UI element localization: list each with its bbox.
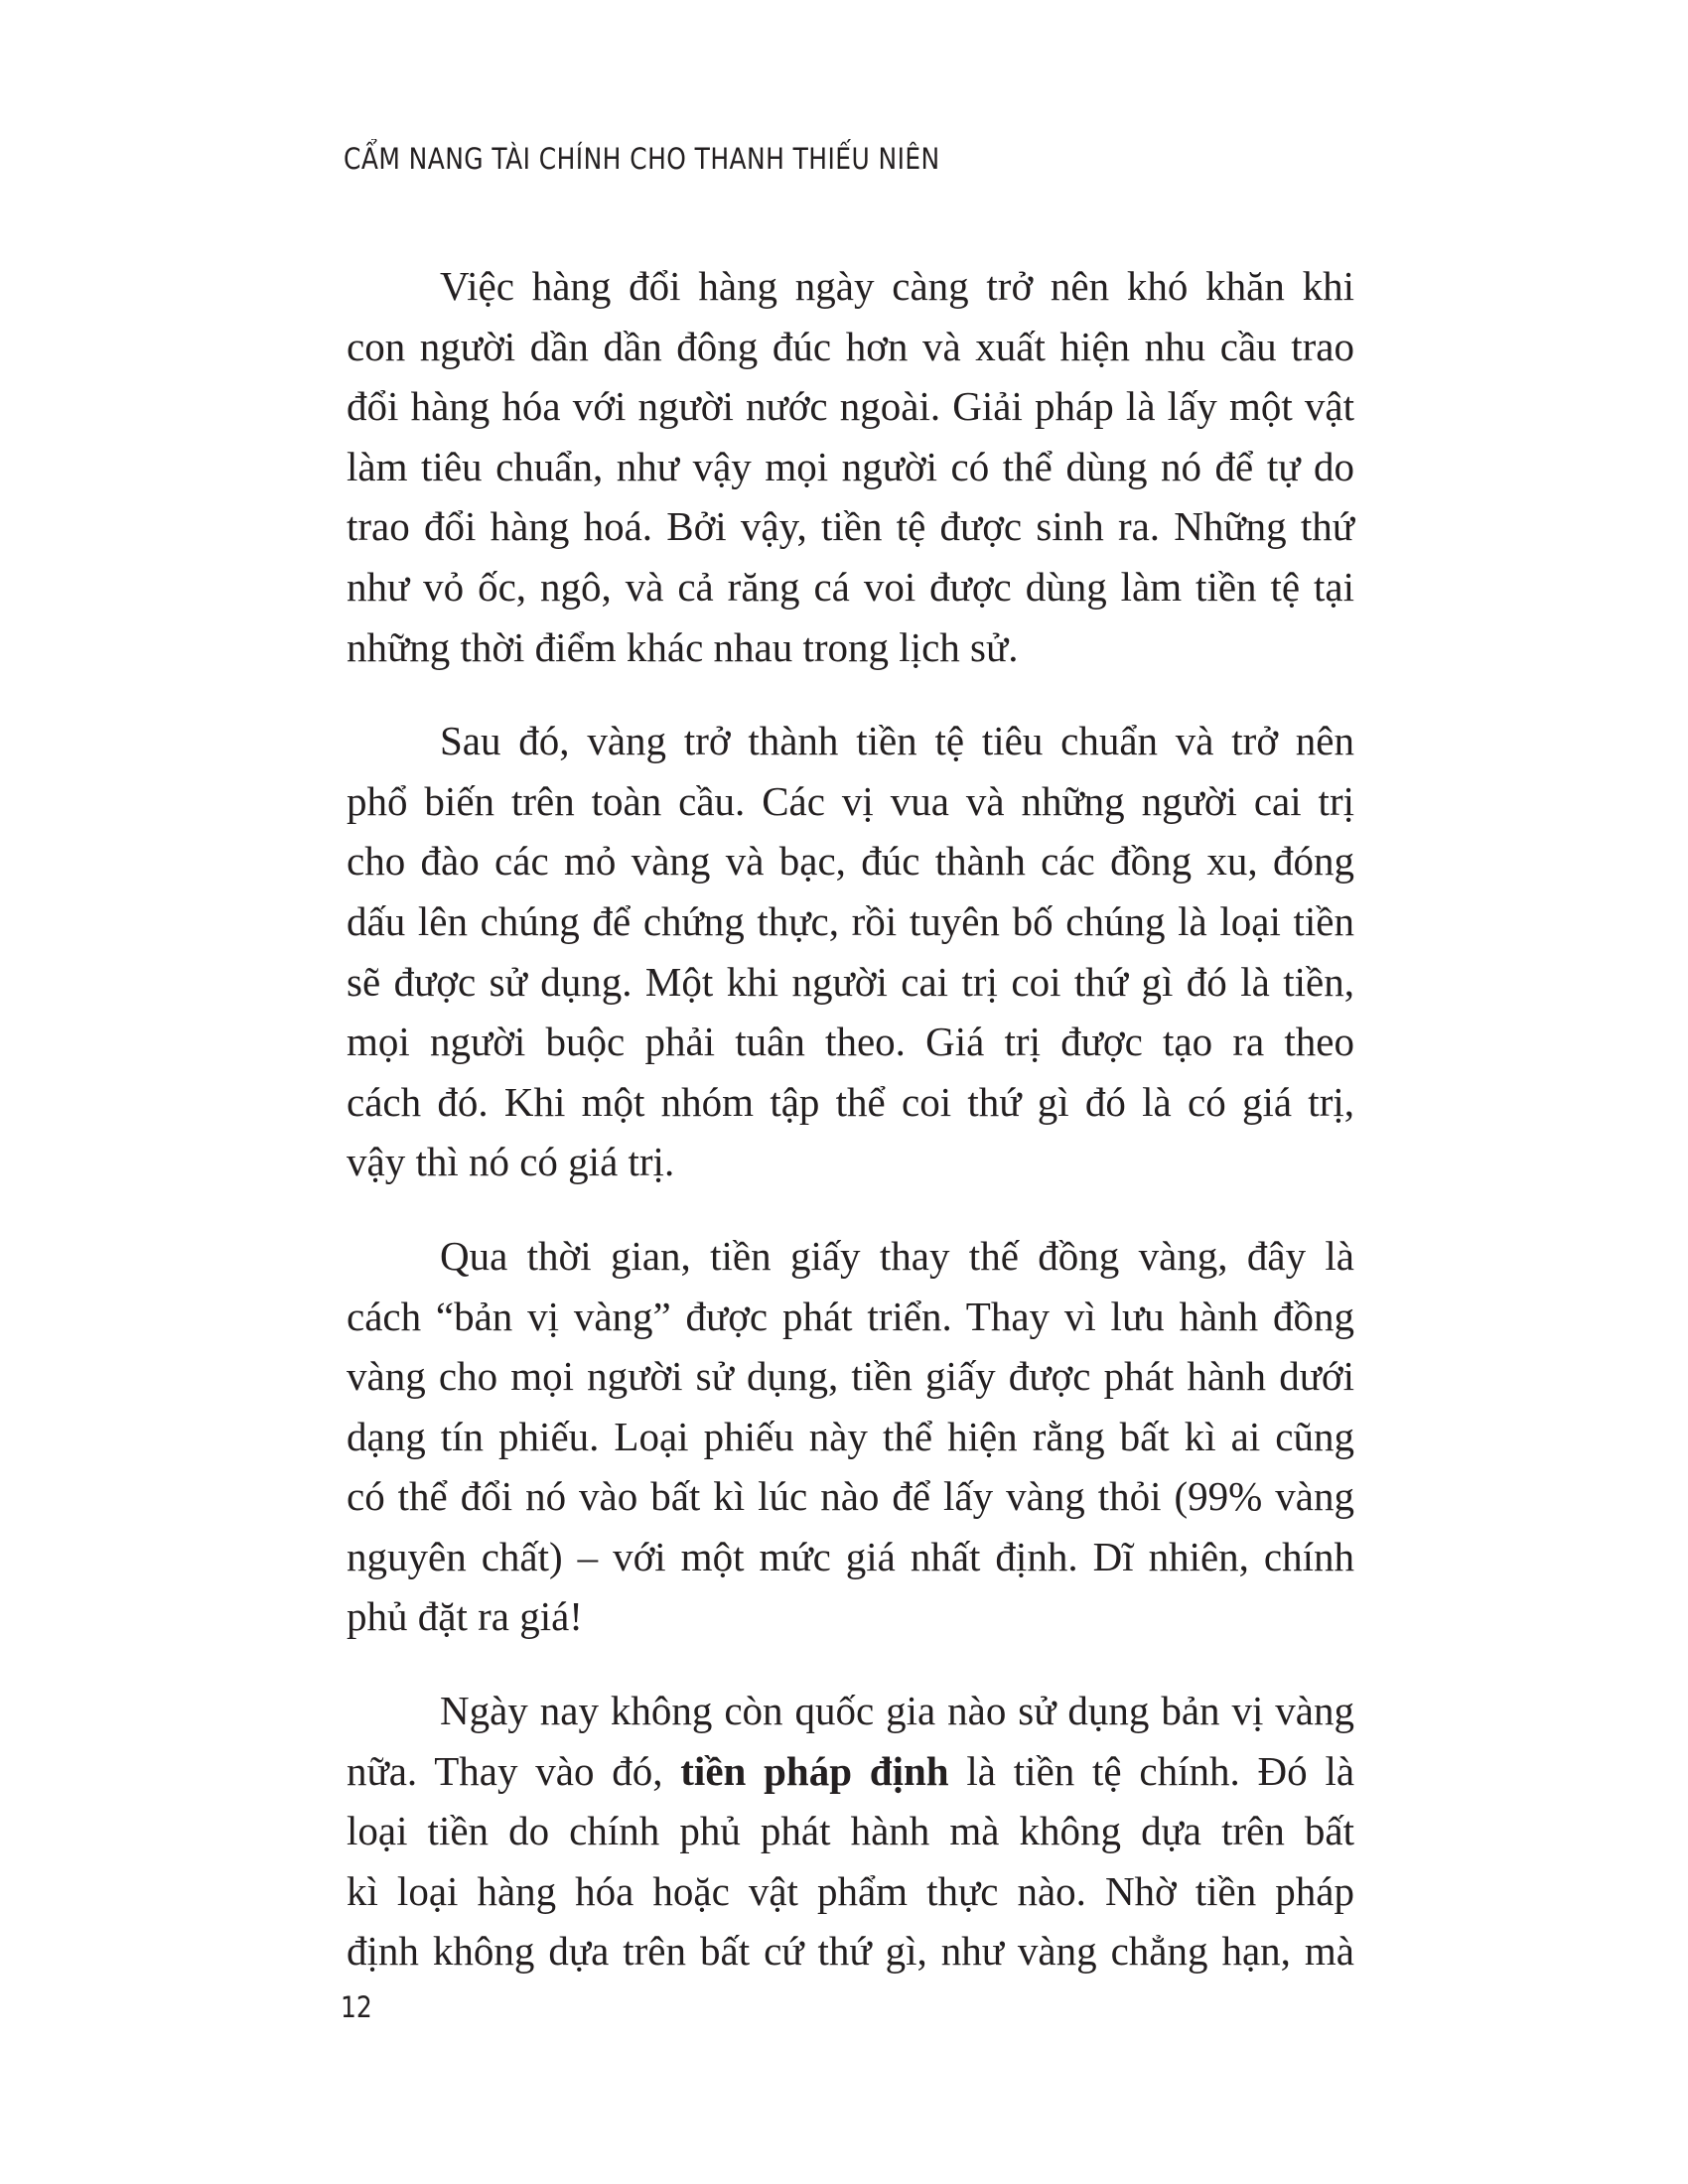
paragraph-2 [347,711,1354,1192]
text-line: những thời điểm khác nhau trong lịch sử. [347,623,1019,670]
text-line: phủ đặt ra giá! [347,1593,583,1640]
text-line: vàng cho mọi người sử dụng, tiền giấy được phát hành dưới [347,1353,1354,1400]
text-line: phổ biến trên toàn cầu. Các vị vua và những người cai trị [347,777,1354,824]
text-line: vậy thì nó có giá trị. [347,1139,675,1185]
text-line: nguyên chất) – với một mức giá nhất định. Dĩ nhiên, chính [347,1533,1354,1579]
text-line: định không dựa trên bất cứ thứ gì, như vàng chẳng hạn, mà [347,1928,1354,1975]
text-line: con người dần dần đông đúc hơn và xuất hiện nhu cầu trao [347,323,1354,369]
text-line: Qua thời gian, tiền giấy thay thế đồng vàng, đây là [440,1232,1354,1279]
text-line: trao đổi hàng hoá. Bởi vậy, tiền tệ được sinh ra. Những thứ [347,503,1354,550]
body-text [347,256,1354,1981]
text-run: nữa. Thay vào đó, [347,1747,663,1794]
text-line: Ngày nay không còn quốc gia nào sử dụng bản vị vàng [440,1688,1354,1734]
paragraph-3 [347,1226,1354,1647]
paragraph-1 [347,256,1354,677]
text-line [347,1741,1354,1802]
text-line: sẽ được sử dụng. Một khi người cai trị coi thứ gì đó là tiền, [347,958,1354,1005]
text-line: làm tiêu chuẩn, như vậy mọi người có thể dùng nó để tự do [347,443,1354,489]
text-line: như vỏ ốc, ngô, và cả răng cá voi được dùng làm tiền tệ tại [347,563,1354,610]
paragraph-4 [347,1681,1354,1981]
text-line: mọi người buộc phải tuân theo. Giá trị được tạo ra theo [347,1019,1354,1065]
text-line: cách đó. Khi một nhóm tập thể coi thứ gì đó là có giá trị, [347,1078,1354,1125]
text-line: cho đào các mỏ vàng và bạc, đúc thành các đồng xu, đóng [347,838,1354,885]
text-line: có thể đổi nó vào bất kì lúc nào để lấy vàng thỏi (99% vàng [347,1473,1354,1520]
running-header: CẨM NANG TÀI CHÍNH CHO THANH THIẾU NIÊN [344,142,940,176]
text-line: dạng tín phiếu. Loại phiếu này thể hiện rằng bất kì ai cũng [347,1413,1354,1459]
text-line: Sau đó, vàng trở thành tiền tệ tiêu chuẩn và trở nên [440,718,1354,764]
text-line: Việc hàng đổi hàng ngày càng trở nên khó khăn khi [440,263,1354,309]
text-line: loại tiền do chính phủ phát hành mà không dựa trên bất [347,1808,1354,1854]
text-line: đổi hàng hóa với người nước ngoài. Giải pháp là lấy một vật [347,383,1354,430]
text-line: dấu lên chúng để chứng thực, rồi tuyên bố chúng là loại tiền [347,897,1354,944]
key-term-fiat-money: tiền pháp định [680,1747,949,1794]
text-run: là tiền tệ chính. Đó là [966,1747,1355,1794]
text-line: kì loại hàng hóa hoặc vật phẩm thực nào. Nhờ tiền pháp [347,1867,1354,1914]
page-number: 12 [341,1990,372,2024]
text-line: cách “bản vị vàng” được phát triển. Thay vì lưu hành đồng [347,1293,1354,1339]
